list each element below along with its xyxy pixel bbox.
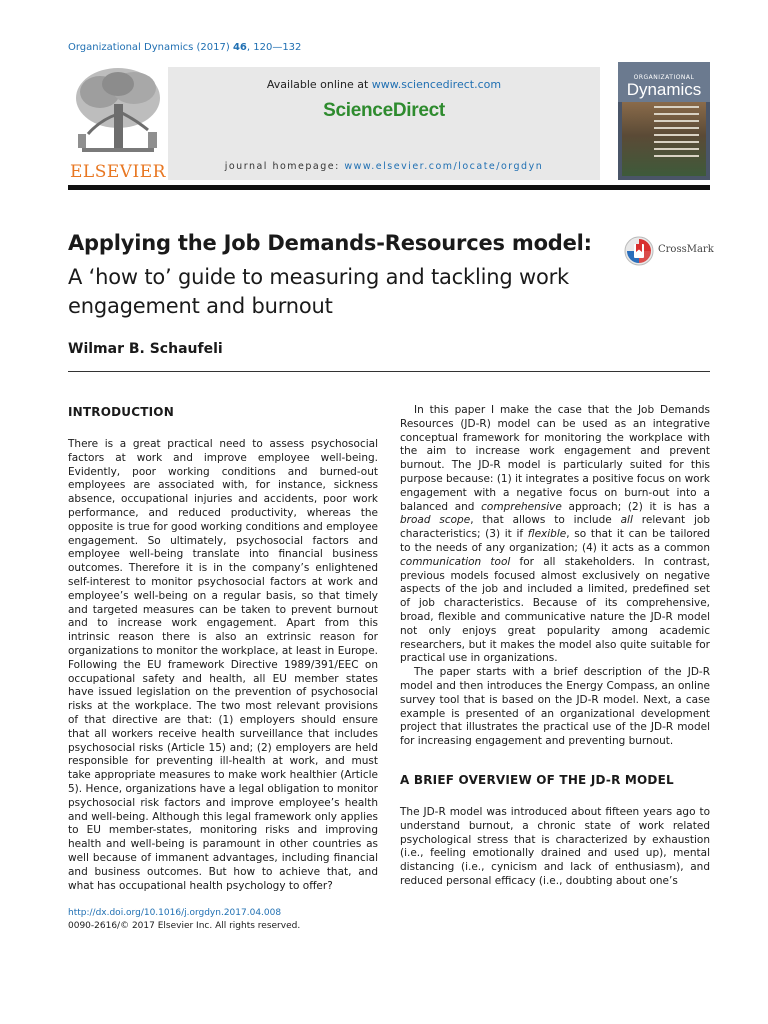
text-run: relevant job characteristics; (3) it if: [400, 514, 711, 541]
journal-cover-image: [618, 62, 710, 180]
text-run: , that allows to include: [470, 514, 621, 527]
header-divider: [68, 185, 710, 190]
sciencedirect-brand: ScienceDirect: [323, 100, 445, 121]
emphasis-broad-scope: broad scope: [400, 514, 471, 527]
available-prefix: Available online at: [266, 78, 372, 91]
cover-org-label: ORGANIZATIONAL: [633, 74, 695, 81]
text-run: In this paper I make the case that the Job Demands Resources (JD-R) model can be used as an integrative conceptual framework for monitoring the workplace with the aim to increase work engagement and prevent burnout. The JD-R model is particularly suited for this purpose because: (1) it integrates a positive focus on work engagement with a negative focus on burn-out into a balanced and: [400, 404, 710, 513]
text-run: , so that it can be tailored to the needs of any organization; (4) it acts as a common: [400, 528, 710, 554]
section-heading-overview: A BRIEF OVERVIEW OF THE JD-R MODEL: [400, 773, 674, 787]
journal-header: [68, 62, 710, 191]
copyright-notice: 0090-2616/© 2017 Elsevier Inc. All rights reserved.: [68, 920, 301, 931]
elsevier-wordmark: ELSEVIER: [70, 162, 166, 182]
author-name[interactable]: Wilmar B. Schaufeli: [68, 341, 223, 357]
journal-name: Organizational Dynamics (2017): [68, 42, 230, 53]
intro-paragraph-1: There is a great practical need to assess psychosocial factors at work and improve employee well-being. Evidently, poor working conditions and burned-out employees are associated with, for instance, sickness absence, occupational injuries and accidents, poor work performance, and reduced productivity, whereas the opposite is true for good working conditions and employee engagement. So ultimately, psychosocial factors and employee well-being translate into financial business outcomes. Therefore it is in the company’s enlightened self-interest to monitor psychosocial factors at work and employee’s well-being on a regular basis, so that timely and targeted measures can be taken to prevent burnout and to increase work engagement. Apart from this intrinsic reason there is also an extrinsic reason for organizations to monitor the workplace, at least in Europe. Following the EU framework Directive 1989/391/EEC on occupational safety and health, all EU member states have issued legislation on the prevention of psychosocial risks at the workplace. The two most relevant provisions of that directive are that: (1) employers should ensure that all workers receive health surveillance that includes psychosocial risks (Article 15) and; (2) employers are held responsible for preventing ill-health at work, and must take appropriate measures to make work healthier (Article 5). Hence, organizations have a legal obligation to monitor psychosocial risk factors and improve employee’s health and well-being. Although this legal framework only applies to EU member-states, monitoring risks and improving health and well-being is paramount in other countries as well because of immanent advantages, including financial and business outcomes. But how to achieve that, and what has occupational health psychology to offer?: [68, 438, 378, 892]
cover-contents: [654, 106, 704, 162]
homepage-link[interactable]: www.elsevier.com/locate/orgdyn: [344, 161, 544, 172]
journal-homepage: [168, 161, 600, 172]
elsevier-tree-icon: [70, 64, 166, 162]
text-run: approach; (2) it is has a: [561, 500, 710, 513]
emphasis-comprehensive: comprehensive: [481, 500, 562, 513]
crossmark-badge[interactable]: [624, 236, 714, 266]
emphasis-all: all: [620, 514, 633, 527]
article-subtitle: A ‘how to’ guide to measuring and tackling work engagement and burnout: [68, 265, 569, 318]
footer: [68, 907, 300, 932]
intro-paragraph-2: [400, 404, 710, 666]
homepage-prefix: journal homepage:: [224, 161, 345, 172]
author-divider: [68, 371, 710, 372]
left-column: [68, 438, 378, 893]
crossmark-icon: [624, 236, 654, 266]
sciencedirect-link[interactable]: www.sciencedirect.com: [371, 78, 502, 91]
elsevier-logo: [68, 62, 168, 184]
section-heading-introduction: INTRODUCTION: [68, 405, 174, 419]
cover-title: Dynamics: [626, 80, 702, 99]
intro-paragraph-3: The paper starts with a brief description of the JD-R model and then introduces the Energy Compass, an online survey tool that is based on the JD-R model. Next, a case example is presented of an organizational development project that illustrates the practical use of the JD-R model for increasing engagement and preventing burnout.: [400, 666, 710, 748]
right-column: [400, 404, 710, 749]
article-title: Applying the Job Demands-Resources model:: [68, 231, 592, 255]
doi-link[interactable]: http://dx.doi.org/10.1016/j.orgdyn.2017.04.008: [68, 908, 282, 918]
journal-reference[interactable]: [68, 42, 301, 53]
emphasis-flexible: flexible: [527, 528, 567, 541]
sciencedirect-banner: [168, 67, 600, 180]
overview-column: [400, 806, 710, 889]
text-run: for all stakeholders. In contrast, previous models focused almost exclusively on negative aspects of the job and included a limited, predefined set of job characteristics. Because of its comprehensive, broad, flexible and communicative nature the JD-R model not only enjoys great popularity among academic researchers, but it makes the model also quite suitable for practical use in organizations.: [400, 555, 710, 665]
crossmark-label: CrossMark: [658, 244, 714, 255]
journal-volume: 46: [232, 42, 247, 53]
emphasis-communication-tool: communication tool: [400, 555, 511, 568]
journal-pages: , 120—132: [246, 42, 302, 53]
overview-paragraph-1: The JD-R model was introduced about fifteen years ago to understand burnout, a chronic state of work related psychological stress that is characterized by exhaustion (i.e., feeling emotionally drained and used up), mental distancing (i.e., cynicism and lack of enthusiasm), and reduced personal efficacy (i.e., doubting about one’s: [400, 806, 710, 887]
available-online: [168, 78, 600, 91]
